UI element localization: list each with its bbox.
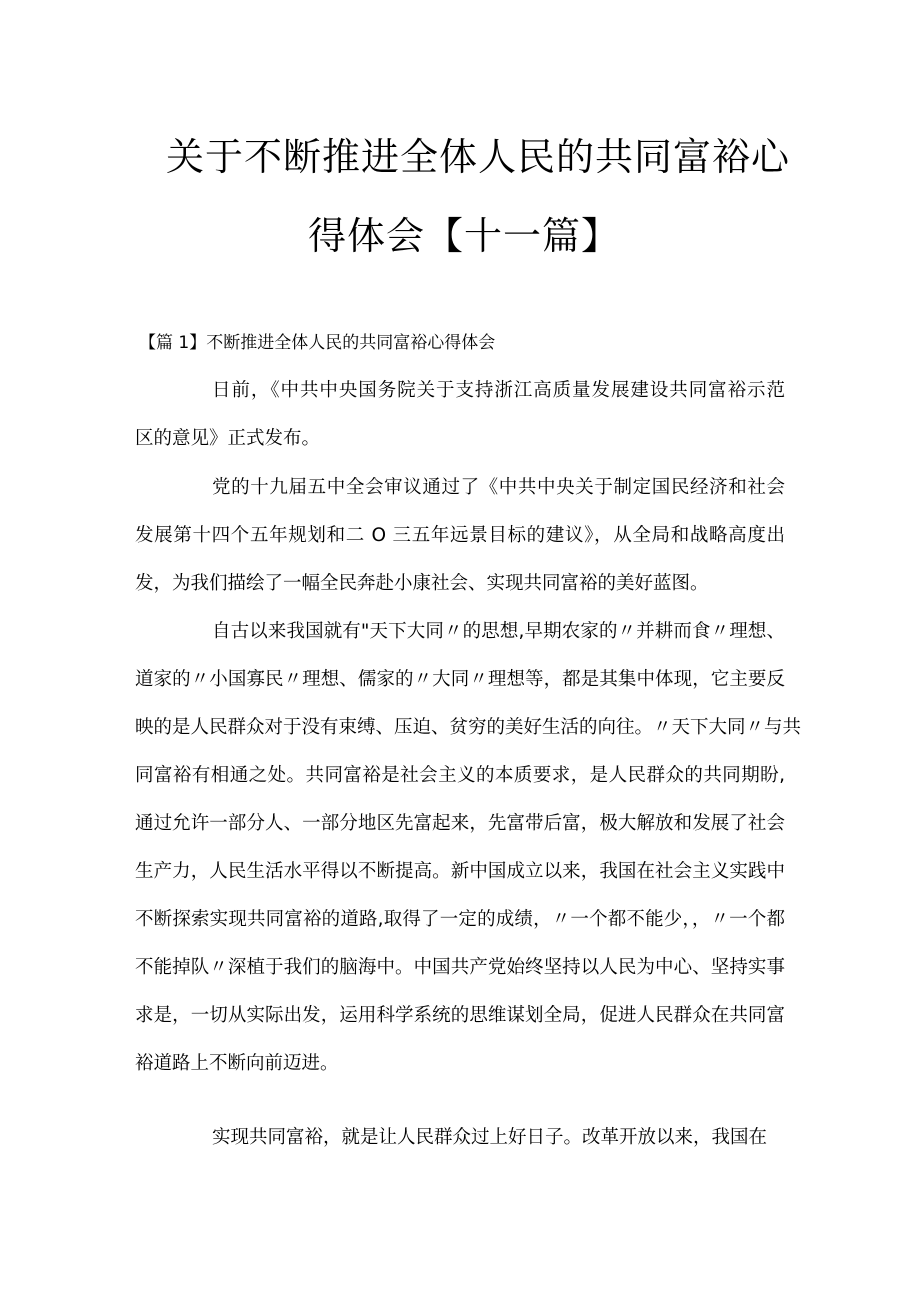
paragraph-3-line-1: 自古以来我国就有"天下大同〃的思想,早期农家的〃并耕而食〃理想、 [212,621,785,642]
paragraph-2-line-3: 发，为我们描绘了一幅全民奔赴小康社会、实现共同富裕的美好蓝图。 [135,573,709,594]
paragraph-3-line-7: 不断探索实现共同富裕的道路,取得了一定的成绩，〃一个都不能少，，〃一个都 [135,909,785,930]
paragraph-3-line-5: 通过允许一部分人、一部分地区先富起来，先富带后富，极大解放和发展了社会 [135,813,785,834]
paragraph-3-line-6: 生产力，人民生活水平得以不断提高。新中国成立以来，我国在社会主义实践中 [135,861,785,882]
paragraph-4-line-1: 实现共同富裕，就是让人民群众过上好日子。改革开放以来，我国在 [212,1127,768,1148]
paragraph-2-line-2: 发展第十四个五年规划和二 O 三五年远景目标的建议》，从全局和战略高度出 [135,525,785,546]
paragraph-3-line-3: 映的是人民群众对于没有束缚、压迫、贫穷的美好生活的向往。〃天下大同〃与共 [135,717,802,738]
paragraph-1-line-1: 日前，《中共中央国务院关于支持浙江高质量发展建设共同富裕示范 [212,380,785,401]
section-heading: 【篇 1】不断推进全体人民的共同富裕心得体会 [139,333,496,353]
paragraph-1-line-2: 区的意见》正式发布。 [135,428,321,449]
paragraph-3-line-4: 同富裕有相通之处。共同富裕是社会主义的本质要求，是人民群众的共同期盼, [135,765,785,786]
paragraph-3-line-8: 不能掉队〃深植于我们的脑海中。中国共产党始终坚持以人民为中心、坚持实事 [135,957,785,978]
paragraph-3-line-9: 求是，一切从实际出发，运用科学系统的思维谋划全局，促进人民群众在共同富 [135,1005,785,1026]
document-title-line-2: 得体会【十一篇】 [308,214,621,258]
paragraph-3-line-10: 裕道路上不断向前迈进。 [135,1053,339,1074]
paragraph-3-line-2: 道家的〃小国寡民〃理想、儒家的〃大同〃理想等，都是其集中体现，它主要反 [135,669,785,690]
document-title-line-1: 关于不断推进全体人民的共同富裕心 [166,135,791,179]
paragraph-2-line-1: 党的十九届五中全会审议通过了《中共中央关于制定国民经济和社会 [212,477,785,498]
